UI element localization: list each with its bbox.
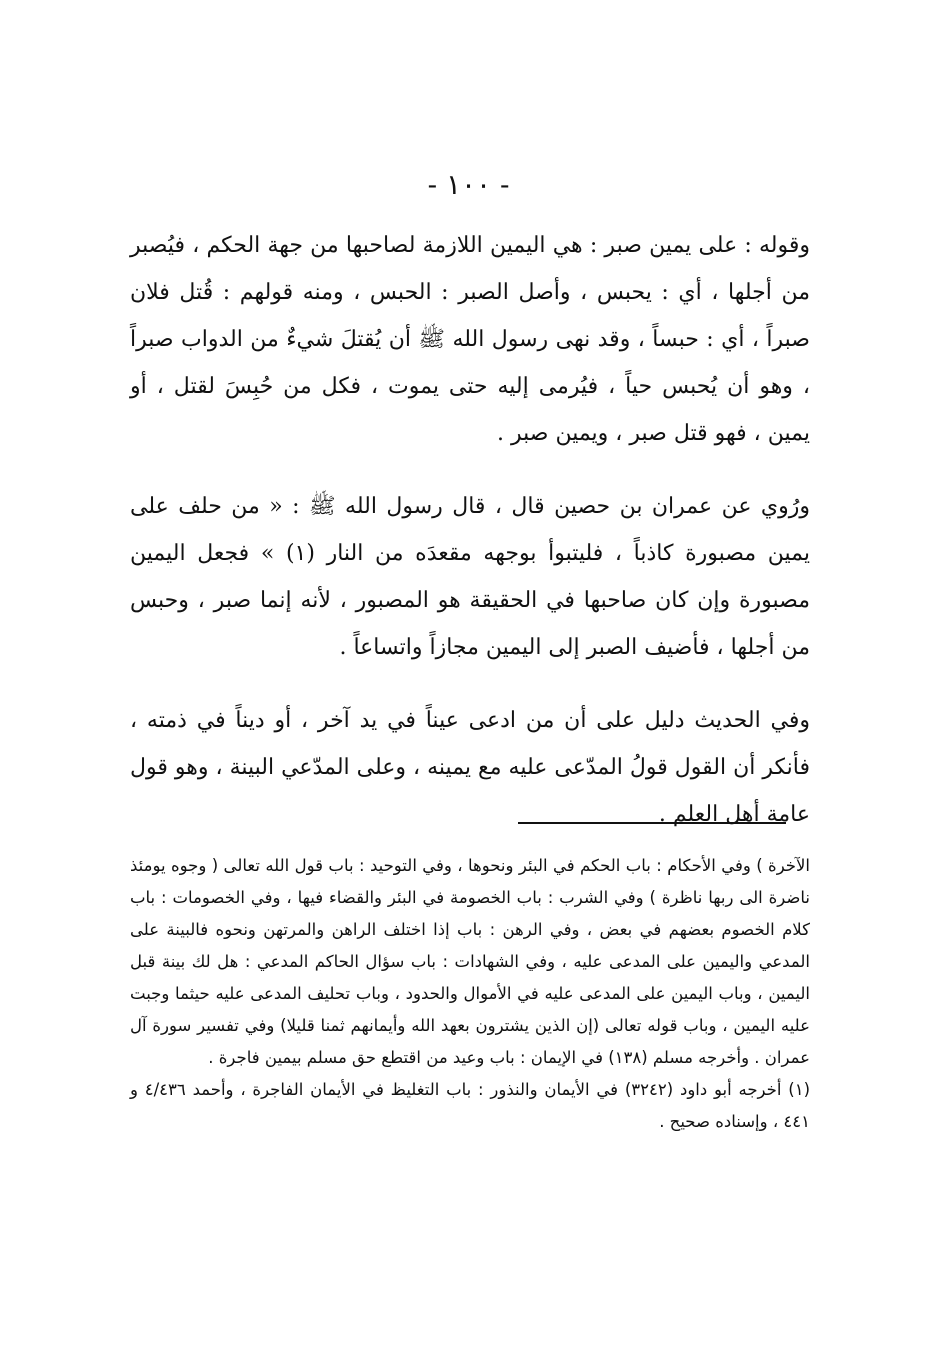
footnotes	[130, 850, 810, 1138]
page-number: - ١٠٠ -	[427, 168, 510, 201]
paragraph-imran-hadith: ورُوي عن عمران بن حصين قال ، قال رسول الله ﷺ : « من حلف على يمين مصبورة كاذباً ، فليتبوأ بوجهه مقعدَه من النار (١) » فجعل اليمين مصبورة وإن كان صاحبها في الحقيقة هو المصبور ، لأنه إنما صبر ، وحبس من أجلها ، فأضيف الصبر إلى اليمين مجازاً واتساعاً .	[130, 494, 811, 660]
footnote-separator	[518, 822, 786, 824]
paragraph-hadith-ruling: وفي الحديث دليل على أن من ادعى عيناً في يد آخر ، أو ديناً في ذمته ، فأنكر أن القول قولُ المدّعى عليه مع يمينه ، وعلى المدّعي البينة ، وهو قول عامة أهل العلم .	[130, 708, 810, 827]
footnote-1: (١) أخرجه أبو داود (٣٢٤٢) في الأيمان والنذور : باب التغليظ في الأيمان الفاجرة ، وأحمد ٤/٤٣٦ و ٤٤١ ، وإسناده صحيح .	[130, 1080, 810, 1131]
main-text	[130, 222, 810, 838]
paragraph-sabr-definition: وقوله : على يمين صبر : هي اليمين اللازمة لصاحبها من جهة الحكم ، فيُصبر من أجلها ، أي : يحبس ، وأصل الصبر : الحبس ، ومنه قولهم : قُتل فلان صبراً ، أي : حبساً ، وقد نهى رسول الله ﷺ أن يُقتلَ شيءٌ من الدواب صبراً ، وهو أن يُحبس حياً ، فيُرمى إليه حتى يموت ، فكل من حُبِسَ لقتل ، أو يمين ، فهو قتل صبر ، ويمين صبر .	[130, 233, 810, 446]
footnote-continued: الآخرة ) وفي الأحكام : باب الحكم في البئر ونحوها ، وفي التوحيد : باب قول الله تعالى ( وجوه يومئذ ناضرة الى ربها ناظرة ) وفي الشرب : باب الخصومة في البئر والقضاء فيها ، وفي الخصومات : باب كلام الخصوم بعضهم في بعض ، وفي الرهن : باب إذا اختلف الراهن والمرتهن ونحوه فالبينة على المدعي واليمين على المدعى عليه ، وفي الشهادات : باب سؤال الحاكم المدعي : هل لك بينة قبل اليمين ، وباب اليمين على المدعى عليه في الأموال والحدود ، وباب تحليف المدعى عليه حيثما وجبت عليه اليمين ، وباب قوله تعالى (إن الذين يشترون بعهد الله وأيمانهم ثمنا قليلا) وفي تفسير سورة آل عمران . وأخرجه مسلم (١٣٨) في الإيمان : باب وعيد من اقتطع حق مسلم بيمين فاجرة .	[130, 856, 810, 1067]
